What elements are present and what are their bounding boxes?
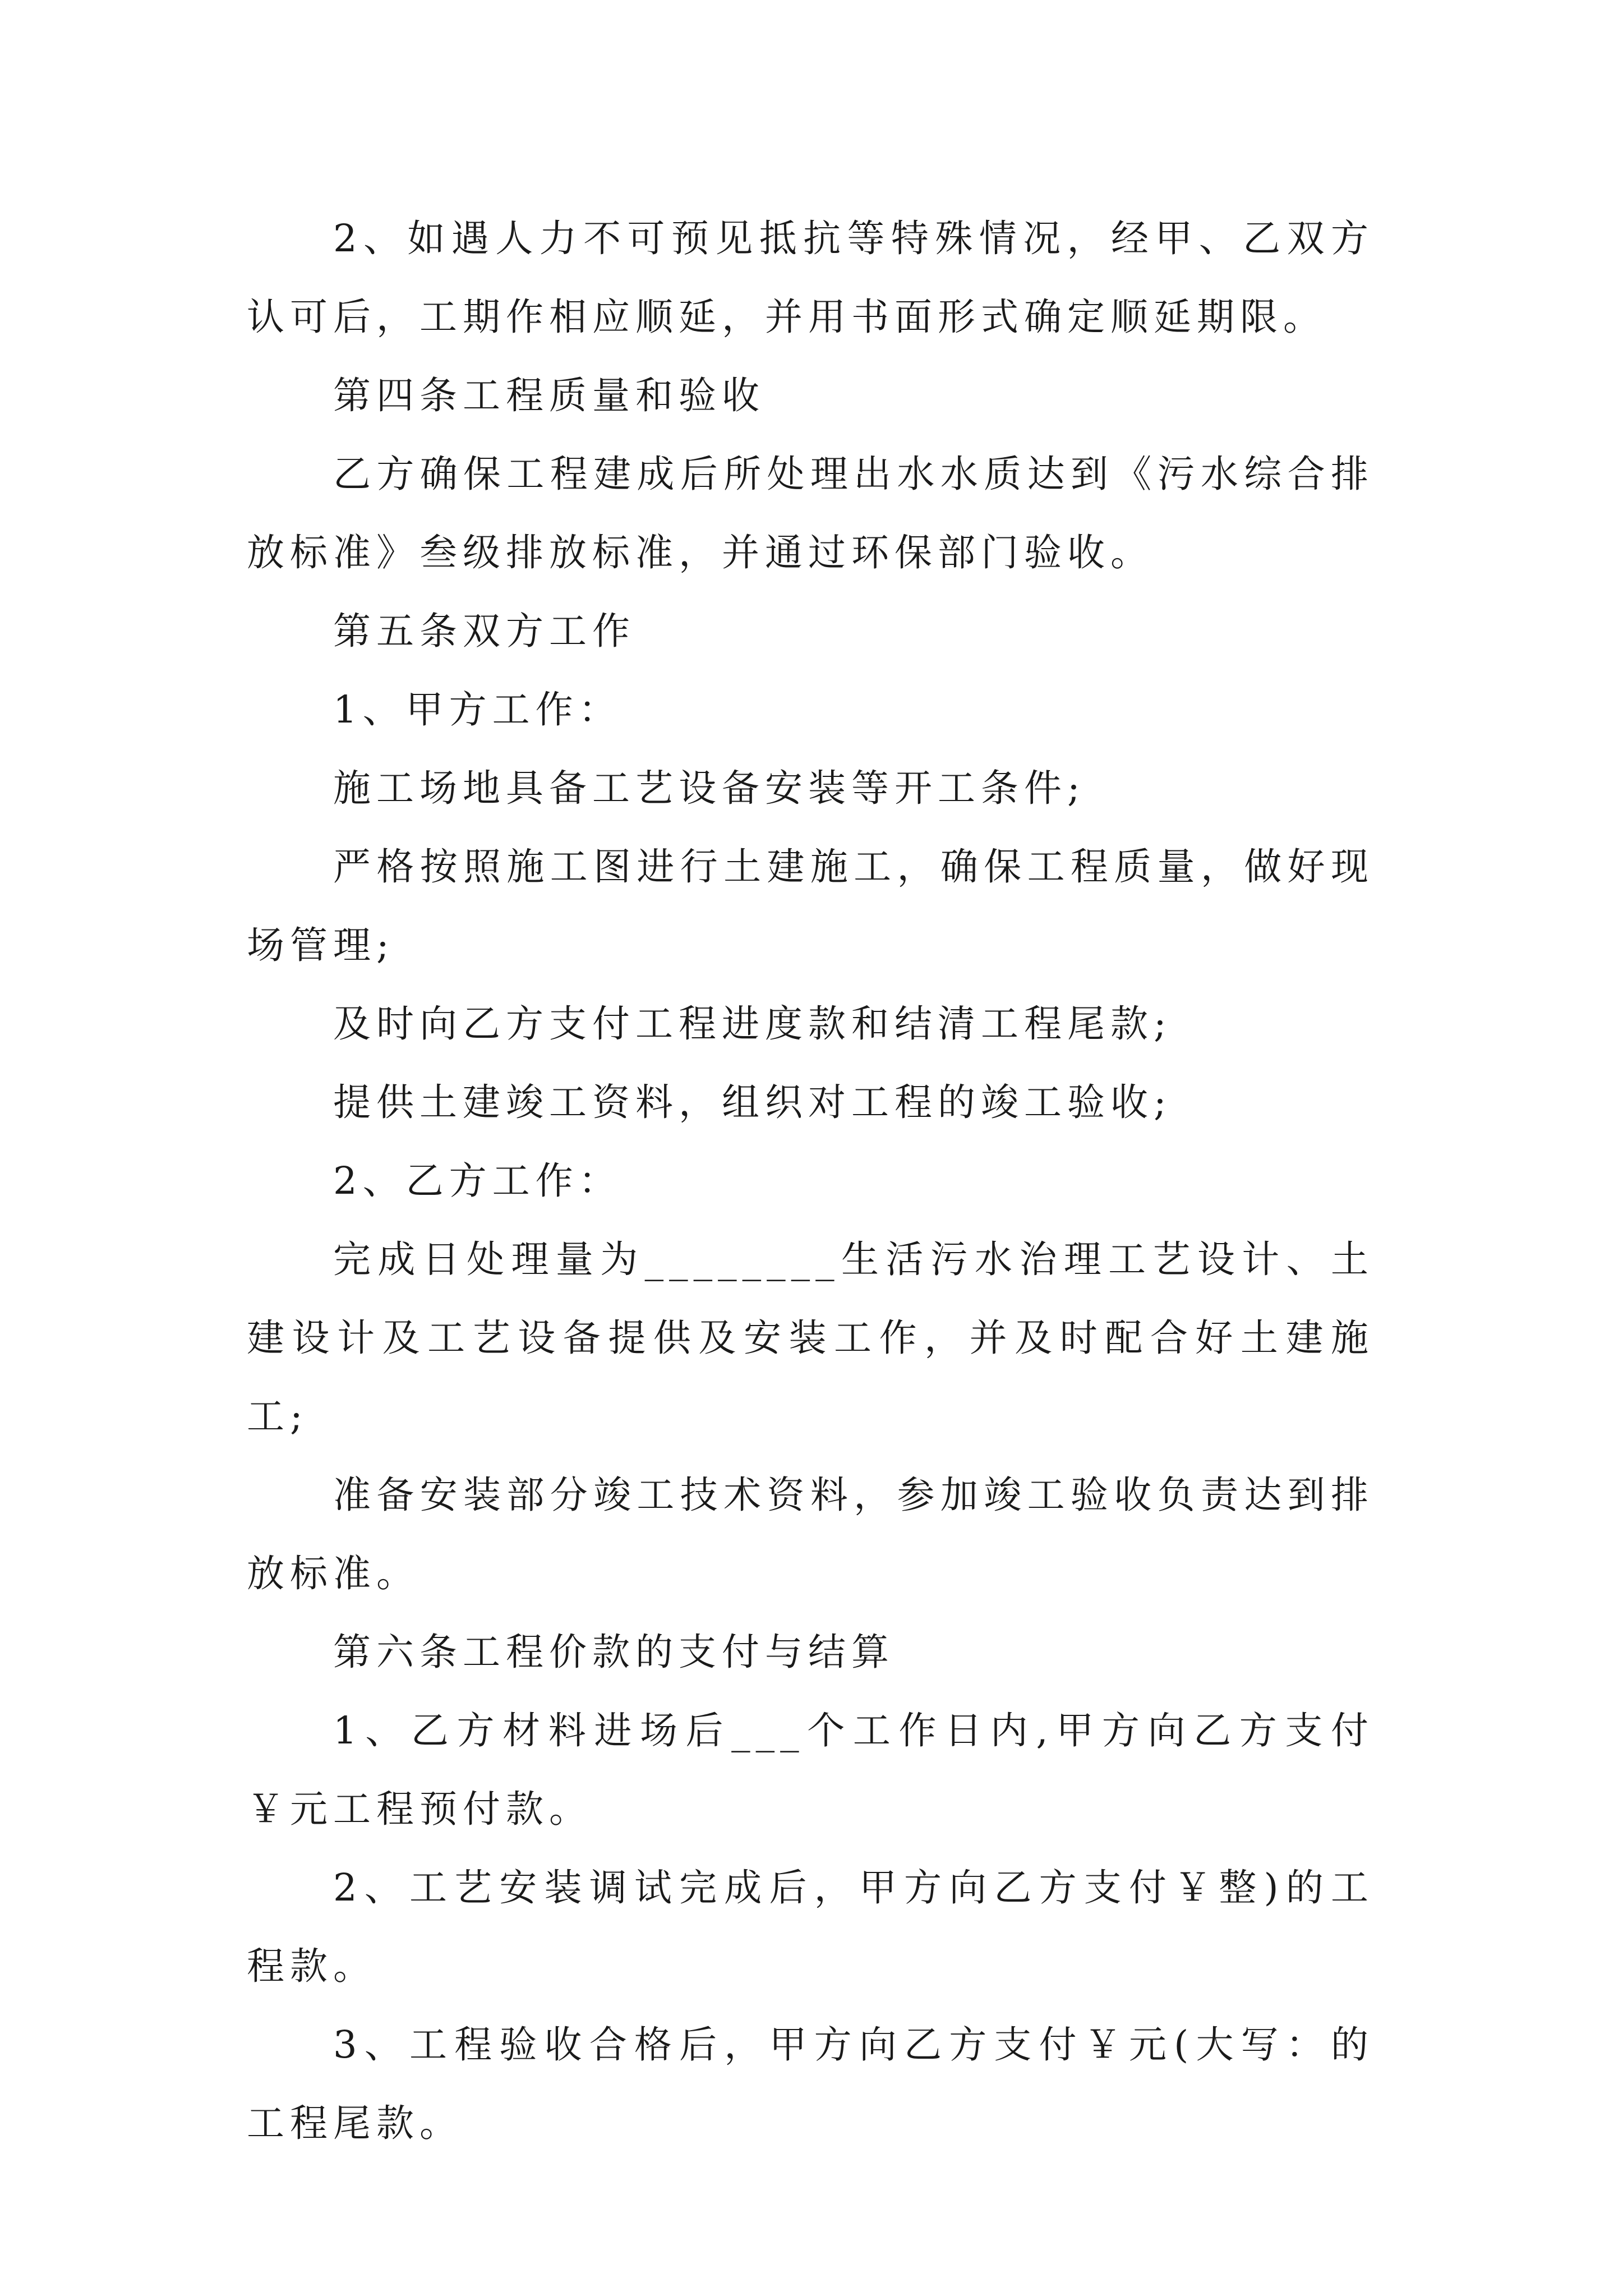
heading-article-6: 第六条工程价款的支付与结算 — [333, 1630, 895, 1674]
paragraph-party-a-work: 1、甲方工作： — [333, 688, 622, 731]
paragraph-advance-payment: 1、乙方材料进场后___个工作日内,甲方向乙方支付￥元工程预付款。 — [247, 1709, 1374, 1831]
heading-article-4: 第四条工程质量和验收 — [333, 374, 765, 417]
paragraph-design-scope: 完成日处理量为________生活污水治理工艺设计、土建设计及工艺设备提供及安装工作，并及时配合好土建施工; — [247, 1237, 1374, 1438]
paragraph-party-b-work: 2、乙方工作： — [333, 1159, 622, 1203]
paragraph-completion-docs: 提供土建竣工资料，组织对工程的竣工验收; — [333, 1080, 1172, 1124]
paragraph-schedule-extension: 2、如遇人力不可预见抵抗等特殊情况，经甲、乙双方认可后，工期作相应顺延，并用书面形式确定顺延期限。 — [247, 217, 1374, 339]
paragraph-final-payment: 3、工程验收合格后，甲方向乙方支付￥元(大写：的工程尾款。 — [247, 2023, 1374, 2145]
paragraph-site-conditions: 施工场地具备工艺设备安装等开工条件; — [333, 766, 1086, 810]
heading-article-5: 第五条双方工作 — [333, 609, 635, 653]
paragraph-acceptance-docs: 准备安装部分竣工技术资料，参加竣工验收负责达到排放标准。 — [247, 1473, 1374, 1595]
paragraph-construction-quality: 严格按照施工图进行土建施工，确保工程质量，做好现场管理; — [247, 845, 1374, 967]
paragraph-quality-standard: 乙方确保工程建成后所处理出水水质达到《污水综合排放标准》叁级排放标准，并通过环保部门验收。 — [247, 452, 1374, 574]
paragraph-payment-progress: 及时向乙方支付工程进度款和结清工程尾款; — [333, 1002, 1172, 1046]
document-body — [247, 199, 1374, 2162]
paragraph-installation-payment: 2、工艺安装调试完成后，甲方向乙方支付￥整)的工程款。 — [247, 1866, 1374, 1988]
